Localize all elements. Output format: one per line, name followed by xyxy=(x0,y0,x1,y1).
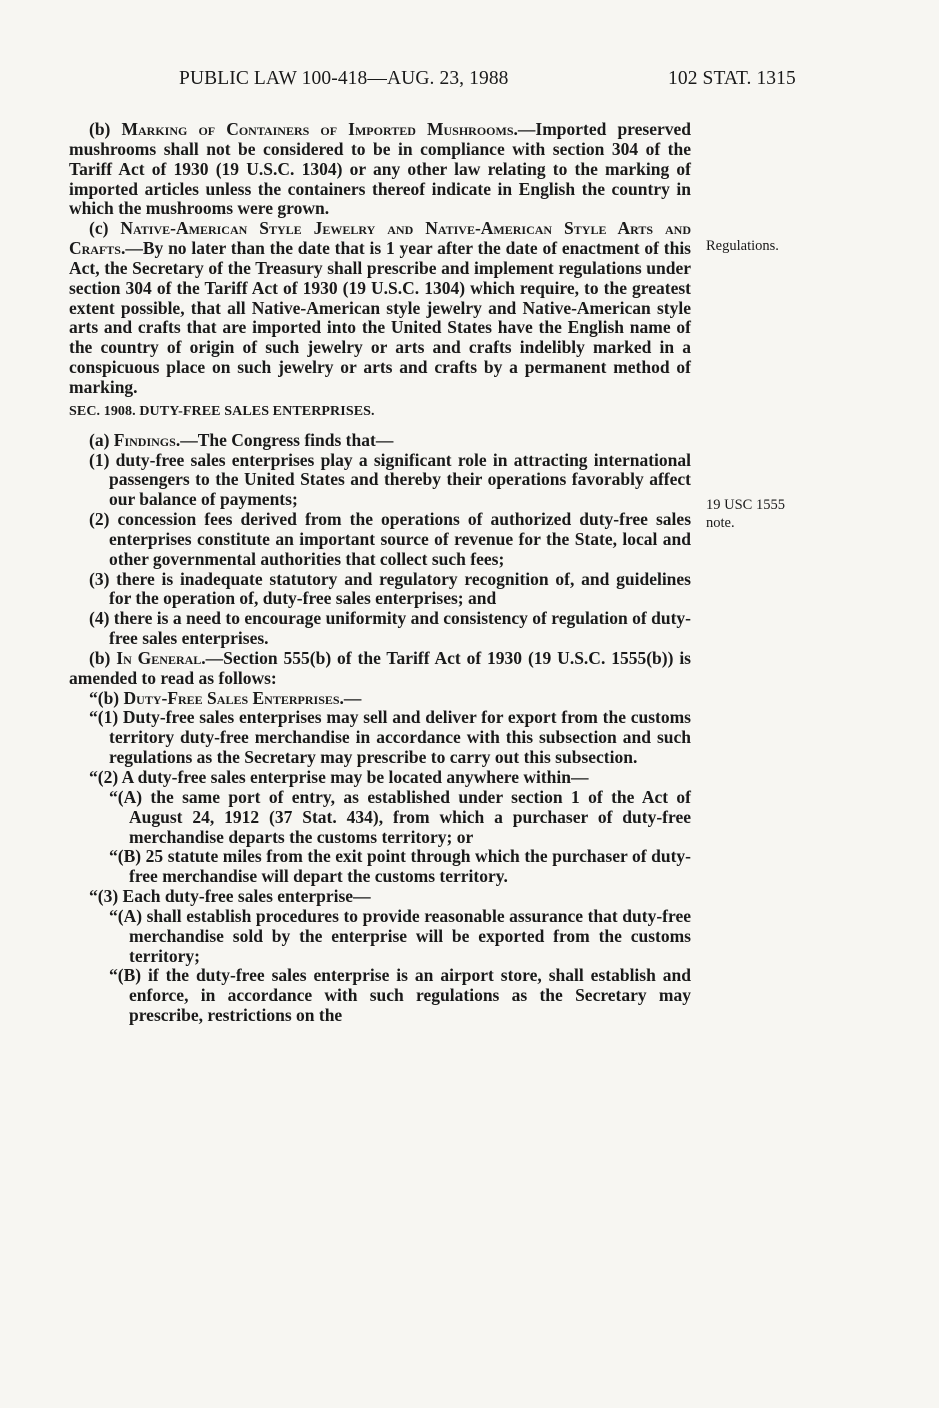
section-heading: SEC. 1908. DUTY-FREE SALES ENTERPRISES. xyxy=(69,403,375,419)
margin-note-usc xyxy=(706,496,826,532)
statute-page: 102 STAT. 1315 xyxy=(668,68,796,89)
quoted-subsection-b xyxy=(69,689,691,709)
finding-4: (4) there is a need to encourage uniformity and consistency of regulation of duty-free sales enterprises. xyxy=(89,608,691,649)
quoted-paragraph-3: “(3) Each duty-free sales enterprise— xyxy=(89,886,371,907)
paragraph-label: (a) xyxy=(89,429,114,450)
quoted-paragraph-2: “(2) A duty-free sales enterprise may be located anywhere within— xyxy=(89,767,589,787)
paragraph-b-in-general xyxy=(69,649,691,689)
margin-note-usc-line2: note. xyxy=(706,515,735,531)
paragraph-label: (c) xyxy=(89,218,121,239)
margin-note-regulations: Regulations. xyxy=(706,238,779,254)
paragraph-heading: Marking of Containers of Imported Mushrooms. xyxy=(121,119,518,139)
quoted-paragraph-3b: “(B) if the duty-free sales enterprise is an airport store, shall establish and enforce, in accordance with such regulations as the Secretary may prescribe, restrictions on the xyxy=(109,965,691,1026)
finding-1: (1) duty-free sales enterprises play a significant role in attracting international passengers to the United States and thereby their operations favorably affect our balance of payments; xyxy=(89,449,691,510)
paragraph-label: (b) xyxy=(89,647,117,668)
paragraph-heading: Native-American Style Jewelry and Native-American Style Arts and Crafts. xyxy=(69,218,691,259)
paragraph-text: —The Congress finds that— xyxy=(180,429,394,450)
paragraph-b-marking xyxy=(69,120,691,219)
paragraph-text: —Imported preserved mushrooms shall not be considered to be in compliance with section 304 of the Tariff Act of 1930 (19 U.S.C. 1304) or any other law relating to the marking of imported articles unless the containers thereof indicate in English the country in which the mushrooms were grown. xyxy=(69,119,692,219)
paragraph-text: —By no later than the date that is 1 year after the date of enactment of this Act, the Secretary of the Treasury shall prescribe and implement regulations under section 304 of the Tariff Act of 1930 (19 U.S.C. 1304) which require, to the greatest extent possible, that all Native-American style jewelry and Native-American style arts and crafts that are imported into the United States have the English name of the country of origin of such jewelry or arts and crafts indelibly marked in a conspicuous place on such jewelry or arts and crafts by a permanent method of marking. xyxy=(69,238,691,397)
paragraph-label: (b) xyxy=(89,119,122,139)
paragraph-a-findings xyxy=(69,431,691,451)
document-body xyxy=(69,120,691,1026)
paragraph-label: “(b) xyxy=(89,687,124,708)
paragraph-heading: Findings. xyxy=(113,429,181,450)
quoted-paragraph-2a: “(A) the same port of entry, as established under section 1 of the Act of August 24, 1912 (37 Stat. 434), from which a purchaser of duty-free merchandise departs the customs territory; or xyxy=(109,786,691,847)
paragraph-c-native-american xyxy=(69,219,691,398)
quoted-paragraph-3a: “(A) shall establish procedures to provide reasonable assurance that duty-free merchandise sold by the enterprise will be exported from the customs territory; xyxy=(109,905,691,966)
finding-2: (2) concession fees derived from the operations of authorized duty-free sales enterprises constitute an important source of revenue for the State, local and other governmental authorities that collect such fees; xyxy=(89,509,691,569)
paragraph-heading: In General. xyxy=(116,647,206,668)
margin-note-usc-line1: 19 USC 1555 xyxy=(706,497,785,513)
quoted-paragraph-1: “(1) Duty-free sales enterprises may sell and deliver for export from the customs territory duty-free merchandise in accordance with this subsection and such regulations as the Secretary may prescribe to carry out this subsection. xyxy=(89,707,691,768)
paragraph-heading: Duty-Free Sales Enterprises. xyxy=(123,687,344,708)
finding-3: (3) there is inadequate statutory and regulatory recognition of, and guidelines for the operation of, duty-free sales enterprises; and xyxy=(89,568,691,609)
paragraph-text: —Section 555(b) of the Tariff Act of 1930 (19 U.S.C. 1555(b)) is amended to read as follows: xyxy=(69,647,691,688)
paragraph-text: — xyxy=(343,687,362,708)
page-header xyxy=(0,68,939,98)
law-title: PUBLIC LAW 100-418—AUG. 23, 1988 xyxy=(179,68,509,89)
quoted-paragraph-2b: “(B) 25 statute miles from the exit point through which the purchaser of duty-free merchandise will depart the customs territory. xyxy=(109,846,691,887)
